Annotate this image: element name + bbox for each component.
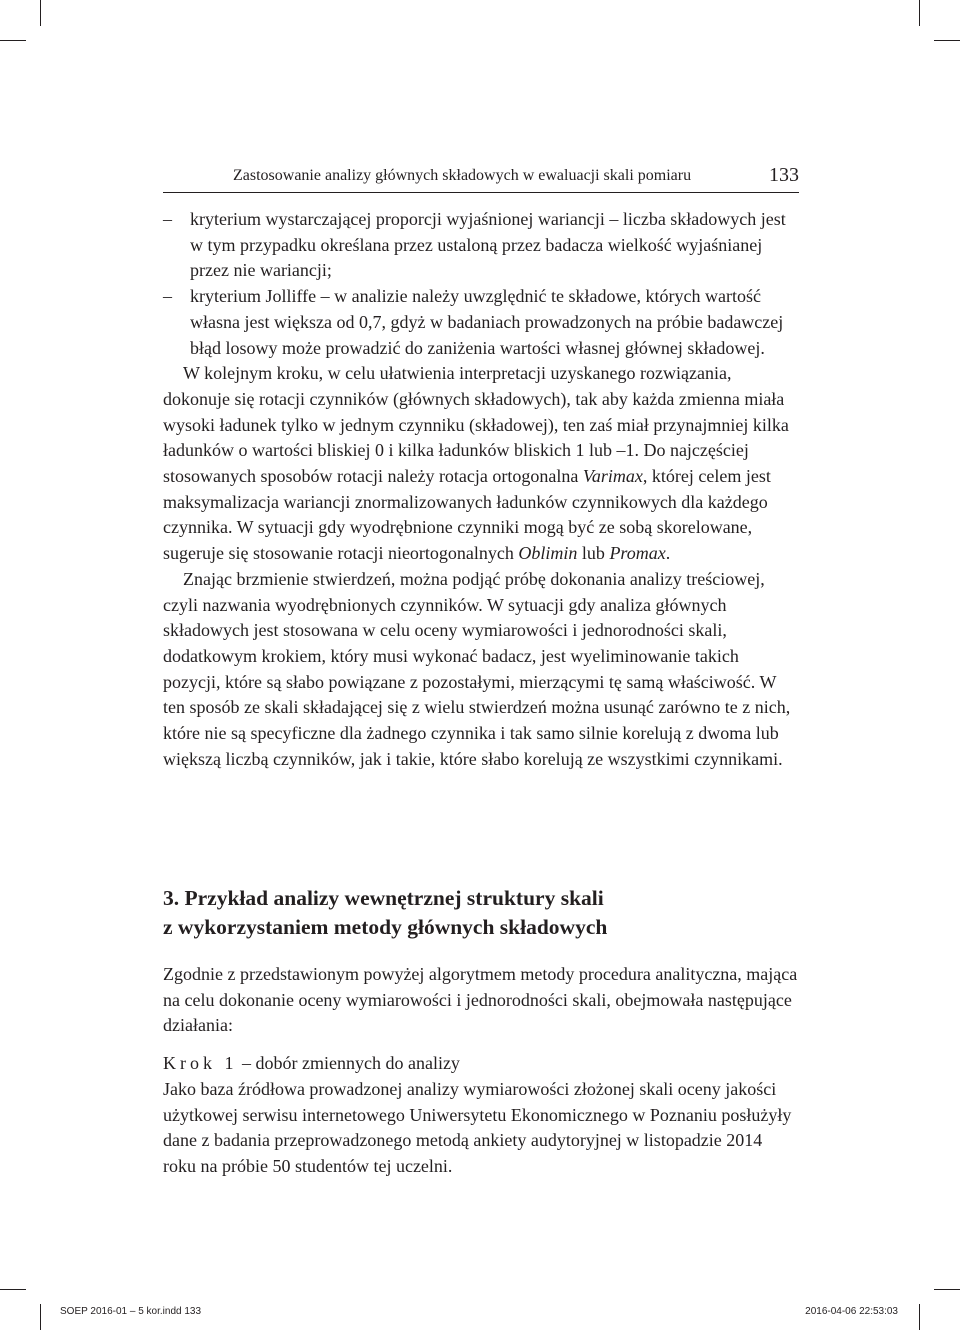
crop-mark-top-left-v [40,0,41,26]
crop-mark-bottom-left-h [0,1289,26,1290]
section-intro: Zgodnie z przedstawionym powyżej algorytmem metody procedura analityczna, mająca na celu dokonanie oceny wymiarowości i jednorodności skali, obejmowała następujące działania: [163,964,798,1036]
term-promax: Promax [609,543,666,564]
section-heading [163,884,799,942]
paragraph-rotation [163,361,799,567]
term-oblimin: Oblimin [518,543,578,564]
paragraph-interpretation: Znając brzmienie stwierdzeń, można podjąć próbę dokonania analizy treściowej, czyli nazwania wyodrębnionych czynników. W sytuacji gdy analiza głównych składowych jest stosowana w celu oceny wymiarowości i jednorodności skali, dodatkowym krokiem, który musi wykonać badacz, jest wyeliminowanie takich pozycji, które są słabo powiązane z pozostałymi, mierzącymi tę samą właściwość. W ten sposób ze skali składającej się z wielu stwierdzeń można usunąć zarówno te z nich, które nie są specyficzne dla żadnego czynnika i tak samo silnie korelują z dwoma lub większą liczbą czynników, jak i takie, które słabo korelują ze wszystkimi czynnikami. [163,568,791,769]
list-dash: – [163,286,172,307]
footer-timestamp: 2016-04-06 22:53:03 [805,1306,898,1317]
step-label: Krok 1 [163,1053,238,1074]
term-varimax: Varimax [582,466,643,487]
crop-mark-bottom-right-v [919,1304,920,1330]
list-item [163,207,799,284]
section-text [163,962,799,1180]
list-dash: – [163,209,172,229]
text-run: lub [577,543,610,564]
text-run: . [665,543,671,564]
list-item-text: kryterium wystarczającej proporcji wyjaśnionej wariancji – liczba składowych jest w tym przypadku określana przez ustaloną przez badacza wielkość wyjaśnianej przez nie wariancji; [190,209,786,281]
page-number: 133 [769,164,799,186]
crop-mark-bottom-right-h [934,1289,960,1290]
footer-file: SOEP 2016-01 – 5 kor.indd 133 [60,1306,202,1317]
running-head [163,164,799,193]
main-text [163,207,799,772]
crop-mark-top-right-v [919,0,920,26]
list-item-text: kryterium Jolliffe – w analizie należy uwzględnić te składowe, których wartość własna jest większa od 0,7, gdyż w badaniach prowadzonych na próbie badawczej błąd losowy może prowadzić do zaniżenia wartości własnej głównej składowej. [190,286,784,358]
step-title: – dobór zmiennych do analizy [237,1053,460,1074]
text-run: , której celem jest maksymalizacja wariancji znormalizowanych ładunków czynnikowych dla każdego czynnika. W sytuacji gdy wyodrębnione czynniki mogą być ze sobą skorelowane, sugeruje się stosowanie rotacji nieortogonalnych [163,466,771,564]
step-heading [163,1051,799,1077]
step-text: Jako baza źródłowa prowadzonej analizy wymiarowości złożonej skali oceny jakości użytkowej serwisu internetowego Uniwersytetu Ekonomicznego w Poznaniu posłużyły dane z badania przeprowadzonego metodą ankiety audytoryjnej w listopadzie 2014 roku na próbie 50 studentów tej uczelni. [163,1078,792,1176]
section-heading-line1: 3. Przykład analizy wewnętrznej struktury skali [163,886,604,910]
list-item [163,284,799,361]
running-head-title: Zastosowanie analizy głównych składowych w ewaluacji skali pomiaru [233,167,692,184]
crop-mark-top-right-h [934,40,960,41]
crop-mark-top-left-h [0,40,26,41]
text-run: W kolejnym kroku, w celu ułatwienia interpretacji uzyskanego rozwiązania, dokonuje się rotacji czynników (głównych składowych), tak aby każda zmienna miała wysoki ładunek tylko w jednym czynniku (składowej), ten zaś miał przynajmniej kilka ładunków o wartości bliskiej 0 i kilka ładunków bliskich 1 lub –1. Do najczęściej stosowanych sposobów rotacji należy rotacja ortogonalna [163,363,789,487]
crop-mark-bottom-left-v [40,1304,41,1330]
section-heading-line2: z wykorzystaniem metody głównych składowych [163,915,608,939]
